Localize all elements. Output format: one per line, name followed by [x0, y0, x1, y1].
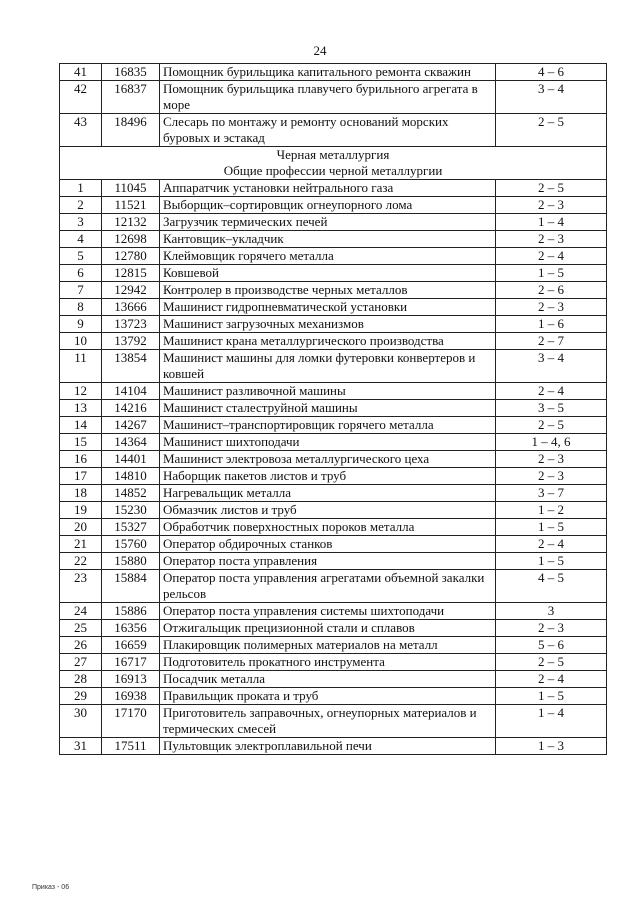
row-number: 18 [60, 485, 102, 502]
grade-range: 1 – 5 [496, 553, 607, 570]
table-row [60, 738, 607, 755]
table-row [60, 434, 607, 451]
row-number: 24 [60, 603, 102, 620]
profession-code: 14810 [102, 468, 160, 485]
table-row [60, 265, 607, 282]
row-number: 9 [60, 316, 102, 333]
profession-name: Нагревальщик металла [160, 485, 496, 502]
row-number: 42 [60, 81, 102, 114]
table-row [60, 197, 607, 214]
profession-name: Посадчик металла [160, 671, 496, 688]
profession-code: 16938 [102, 688, 160, 705]
grade-range: 2 – 3 [496, 197, 607, 214]
profession-name: Машинист машины для ломки футеровки конвертеров и ковшей [160, 350, 496, 383]
table-row [60, 400, 607, 417]
profession-name: Выборщик–сортировщик огнеупорного лома [160, 197, 496, 214]
row-number: 11 [60, 350, 102, 383]
profession-code: 14401 [102, 451, 160, 468]
profession-name: Помощник бурильщика плавучего бурильного агрегата в море [160, 81, 496, 114]
table-row [60, 620, 607, 637]
profession-code: 13666 [102, 299, 160, 316]
footer-label: Приказ - 06 [32, 884, 70, 891]
grade-range: 2 – 3 [496, 451, 607, 468]
profession-name: Загрузчик термических печей [160, 214, 496, 231]
grade-range: 4 – 6 [496, 64, 607, 81]
profession-name: Оператор обдирочных станков [160, 536, 496, 553]
grade-range: 4 – 5 [496, 570, 607, 603]
profession-code: 11521 [102, 197, 160, 214]
row-number: 29 [60, 688, 102, 705]
profession-code: 15886 [102, 603, 160, 620]
table-row [60, 350, 607, 383]
profession-name: Машинист гидропневматической установки [160, 299, 496, 316]
grade-range: 2 – 5 [496, 114, 607, 147]
profession-code: 17511 [102, 738, 160, 755]
grade-range: 3 – 4 [496, 350, 607, 383]
row-number: 30 [60, 705, 102, 738]
grade-range: 2 – 3 [496, 231, 607, 248]
table-row [60, 688, 607, 705]
profession-code: 12815 [102, 265, 160, 282]
profession-code: 11045 [102, 180, 160, 197]
profession-code: 16356 [102, 620, 160, 637]
profession-name: Помощник бурильщика капитального ремонта скважин [160, 64, 496, 81]
table-row [60, 485, 607, 502]
row-number: 28 [60, 671, 102, 688]
grade-range: 1 – 5 [496, 688, 607, 705]
table-row [60, 248, 607, 265]
grade-range: 1 – 4 [496, 214, 607, 231]
profession-name: Отжигальщик прецизионной стали и сплавов [160, 620, 496, 637]
row-number: 23 [60, 570, 102, 603]
profession-code: 17170 [102, 705, 160, 738]
row-number: 2 [60, 197, 102, 214]
grade-range: 1 – 4, 6 [496, 434, 607, 451]
profession-name: Наборщик пакетов листов и труб [160, 468, 496, 485]
row-number: 27 [60, 654, 102, 671]
profession-code: 16913 [102, 671, 160, 688]
grade-range: 3 – 5 [496, 400, 607, 417]
row-number: 7 [60, 282, 102, 299]
row-number: 19 [60, 502, 102, 519]
grade-range: 3 – 7 [496, 485, 607, 502]
table-row [60, 114, 607, 147]
row-number: 22 [60, 553, 102, 570]
row-number: 3 [60, 214, 102, 231]
row-number: 43 [60, 114, 102, 147]
grade-range: 2 – 3 [496, 468, 607, 485]
table-row [60, 316, 607, 333]
profession-code: 15880 [102, 553, 160, 570]
profession-code: 16717 [102, 654, 160, 671]
table-row [60, 553, 607, 570]
profession-name: Обмазчик листов и труб [160, 502, 496, 519]
profession-code: 12132 [102, 214, 160, 231]
profession-code: 13854 [102, 350, 160, 383]
grade-range: 2 – 4 [496, 536, 607, 553]
profession-name: Машинист сталеструйной машины [160, 400, 496, 417]
table-row [60, 671, 607, 688]
table-row [60, 81, 607, 114]
row-number: 25 [60, 620, 102, 637]
grade-range: 2 – 4 [496, 383, 607, 400]
profession-code: 14364 [102, 434, 160, 451]
profession-code: 16837 [102, 81, 160, 114]
grade-range: 2 – 4 [496, 671, 607, 688]
grade-range: 2 – 7 [496, 333, 607, 350]
table-row [60, 214, 607, 231]
profession-code: 13792 [102, 333, 160, 350]
profession-name: Оператор поста управления системы шихтоподачи [160, 603, 496, 620]
profession-code: 16835 [102, 64, 160, 81]
profession-code: 14852 [102, 485, 160, 502]
grade-range: 1 – 6 [496, 316, 607, 333]
row-number: 13 [60, 400, 102, 417]
row-number: 17 [60, 468, 102, 485]
profession-code: 14267 [102, 417, 160, 434]
table-row [60, 180, 607, 197]
grade-range: 2 – 6 [496, 282, 607, 299]
grade-range: 1 – 5 [496, 265, 607, 282]
profession-name: Правильщик проката и труб [160, 688, 496, 705]
profession-name: Аппаратчик установки нейтрального газа [160, 180, 496, 197]
profession-name: Слесарь по монтажу и ремонту оснований морских буровых и эстакад [160, 114, 496, 147]
table-row [60, 282, 607, 299]
profession-name: Машинист разливочной машины [160, 383, 496, 400]
grade-range: 1 – 3 [496, 738, 607, 755]
table-row [60, 231, 607, 248]
table-row [60, 64, 607, 81]
table-row [60, 519, 607, 536]
grade-range: 2 – 5 [496, 180, 607, 197]
profession-name: Обработчик поверхностных пороков металла [160, 519, 496, 536]
grade-range: 1 – 4 [496, 705, 607, 738]
grade-range: 2 – 3 [496, 299, 607, 316]
section-subtitle: Общие профессии черной металлургии [223, 163, 443, 178]
table-row [60, 536, 607, 553]
profession-code: 12780 [102, 248, 160, 265]
profession-name: Приготовитель заправочных, огнеупорных материалов и термических смесей [160, 705, 496, 738]
profession-name: Контролер в производстве черных металлов [160, 282, 496, 299]
profession-code: 13723 [102, 316, 160, 333]
profession-code: 15327 [102, 519, 160, 536]
row-number: 12 [60, 383, 102, 400]
section-title: Черная металлургия [276, 147, 390, 162]
grade-range: 5 – 6 [496, 637, 607, 654]
profession-code: 14104 [102, 383, 160, 400]
grade-range: 2 – 4 [496, 248, 607, 265]
profession-name: Пультовщик электроплавильной печи [160, 738, 496, 755]
row-number: 1 [60, 180, 102, 197]
profession-name: Машинист шихтоподачи [160, 434, 496, 451]
grade-range: 2 – 5 [496, 417, 607, 434]
grade-range: 1 – 2 [496, 502, 607, 519]
table-row [60, 451, 607, 468]
profession-name: Подготовитель прокатного инструмента [160, 654, 496, 671]
table-row [60, 705, 607, 738]
table-body [60, 64, 607, 755]
table-row [60, 637, 607, 654]
grade-range: 2 – 3 [496, 620, 607, 637]
row-number: 4 [60, 231, 102, 248]
table-row [60, 603, 607, 620]
profession-name: Машинист загрузочных механизмов [160, 316, 496, 333]
row-number: 41 [60, 64, 102, 81]
row-number: 10 [60, 333, 102, 350]
row-number: 26 [60, 637, 102, 654]
profession-code: 14216 [102, 400, 160, 417]
profession-name: Ковшевой [160, 265, 496, 282]
profession-name: Кантовщик–укладчик [160, 231, 496, 248]
profession-name: Оператор поста управления агрегатами объемной закалки рельсов [160, 570, 496, 603]
table-row [60, 417, 607, 434]
grade-range: 2 – 5 [496, 654, 607, 671]
row-number: 14 [60, 417, 102, 434]
grade-range: 1 – 5 [496, 519, 607, 536]
profession-code: 16659 [102, 637, 160, 654]
table-row [60, 570, 607, 603]
grade-range: 3 [496, 603, 607, 620]
table-row [60, 654, 607, 671]
section-header [60, 147, 607, 180]
profession-name: Машинист электровоза металлургического цеха [160, 451, 496, 468]
table-row [60, 383, 607, 400]
profession-code: 12698 [102, 231, 160, 248]
row-number: 31 [60, 738, 102, 755]
row-number: 8 [60, 299, 102, 316]
section-header-row [60, 147, 607, 180]
grade-range: 3 – 4 [496, 81, 607, 114]
table-row [60, 468, 607, 485]
profession-name: Машинист крана металлургического производства [160, 333, 496, 350]
row-number: 5 [60, 248, 102, 265]
table-row [60, 333, 607, 350]
profession-code: 12942 [102, 282, 160, 299]
table-row [60, 299, 607, 316]
profession-name: Клеймовщик горячего металла [160, 248, 496, 265]
profession-name: Оператор поста управления [160, 553, 496, 570]
profession-code: 15884 [102, 570, 160, 603]
row-number: 16 [60, 451, 102, 468]
profession-code: 18496 [102, 114, 160, 147]
row-number: 6 [60, 265, 102, 282]
profession-code: 15760 [102, 536, 160, 553]
row-number: 21 [60, 536, 102, 553]
profession-name: Плакировщик полимерных материалов на металл [160, 637, 496, 654]
table-row [60, 502, 607, 519]
profession-name: Машинист–транспортировщик горячего металла [160, 417, 496, 434]
row-number: 15 [60, 434, 102, 451]
row-number: 20 [60, 519, 102, 536]
profession-code: 15230 [102, 502, 160, 519]
professions-table [59, 63, 607, 755]
page-number: 24 [313, 43, 327, 58]
